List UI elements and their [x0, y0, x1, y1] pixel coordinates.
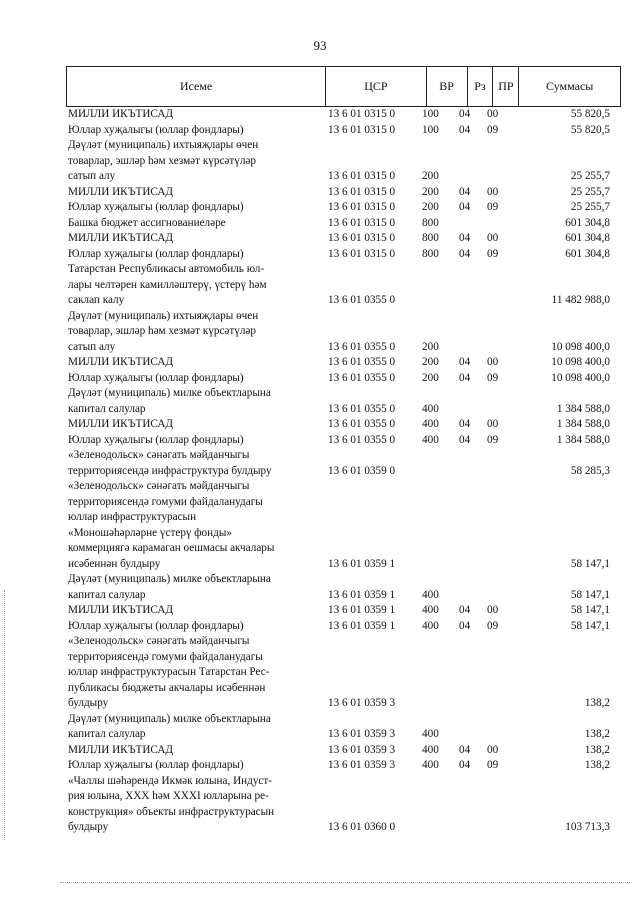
row-name	[68, 774, 318, 836]
row-name-line: «Моношәһәрләрне үстерү фонды»	[68, 526, 232, 539]
row-sum: 1 384 588,0	[556, 402, 610, 415]
row-name	[68, 712, 318, 743]
row-name-line: капитал салулар	[68, 728, 146, 740]
table-row	[0, 433, 640, 449]
row-rz: 04	[459, 418, 471, 430]
row-csr: 13 6 01 0359 1	[328, 557, 396, 570]
row-name	[68, 603, 318, 619]
row-name-line: сатып алу	[68, 340, 116, 353]
row-pr: 09	[487, 433, 499, 446]
row-name	[68, 634, 318, 712]
row-csr: 13 6 01 0359 1	[328, 619, 396, 632]
row-name	[68, 123, 318, 139]
row-pr: 09	[487, 371, 499, 384]
table-row	[0, 309, 640, 356]
row-name	[68, 138, 318, 185]
row-csr: 13 6 01 0355 0	[328, 340, 396, 353]
row-name-line: Татарстан Республикасы автомобиль юл-	[68, 263, 265, 275]
row-rz: 04	[459, 108, 471, 120]
row-sum: 25 255,7	[570, 170, 610, 182]
row-vr: 400	[422, 418, 439, 430]
row-name	[68, 355, 318, 371]
row-csr: 13 6 01 0355 0	[328, 402, 396, 415]
row-name-line: Юллар хуҗалыгы (юллар фондлары)	[68, 759, 244, 771]
row-name-line: Юллар хуҗалыгы (юллар фондлары)	[68, 433, 244, 446]
row-name-line: публикасы бюджеты акчалары исәбеннән	[68, 681, 266, 694]
row-pr: 09	[487, 201, 499, 213]
row-name-line: МИЛЛИ ИКЪТИСАД	[68, 185, 174, 198]
row-name-line: МИЛЛИ ИКЪТИСАД	[68, 108, 174, 120]
row-name	[68, 386, 318, 417]
row-vr: 200	[422, 170, 439, 182]
scan-bottom-mark	[60, 882, 630, 883]
row-pr: 09	[487, 247, 499, 260]
row-rz: 04	[459, 604, 471, 616]
table-row	[0, 371, 640, 387]
row-sum: 138,2	[584, 697, 610, 709]
row-name	[68, 619, 318, 635]
row-name-line: МИЛЛИ ИКЪТИСАД	[68, 604, 174, 616]
row-rz: 04	[459, 371, 471, 384]
row-name-line: Башка бюджет ассигнованиеләре	[68, 216, 226, 229]
row-csr: 13 6 01 0359 0	[328, 464, 396, 477]
row-rz: 04	[459, 232, 471, 244]
row-sum: 58 147,1	[570, 619, 610, 632]
row-rz: 04	[459, 743, 471, 756]
row-pr: 09	[487, 123, 499, 136]
row-name	[68, 479, 318, 572]
row-name	[68, 371, 318, 387]
table-row	[0, 603, 640, 619]
table-row	[0, 712, 640, 743]
table-row	[0, 479, 640, 572]
row-pr: 00	[487, 108, 499, 120]
row-csr: 13 6 01 0355 0	[328, 294, 396, 306]
row-csr: 13 6 01 0315 0	[328, 201, 396, 213]
row-name-line: исәбеннән булдыру	[68, 557, 161, 570]
row-csr: 13 6 01 0315 0	[328, 123, 396, 136]
row-csr: 13 6 01 0315 0	[328, 247, 396, 260]
row-rz: 04	[459, 619, 471, 632]
row-sum: 25 255,7	[570, 185, 610, 198]
row-name-line: коммерциягә карамаган оешмасы акчалары	[68, 542, 275, 554]
row-rz: 04	[459, 759, 471, 771]
table-body	[0, 107, 640, 836]
row-name-line: Дәүләт (муниципаль) милке объектларына	[68, 573, 271, 585]
row-name	[68, 262, 318, 309]
row-csr: 13 6 01 0359 3	[328, 743, 396, 756]
row-vr: 800	[422, 247, 439, 260]
row-name-line: территориясендә гомуми файдаланудагы	[68, 650, 263, 663]
row-vr: 400	[422, 728, 439, 740]
row-sum: 55 820,5	[570, 123, 610, 136]
row-sum: 11 482 988,0	[551, 294, 610, 306]
row-csr: 13 6 01 0315 0	[328, 108, 396, 120]
table-row	[0, 123, 640, 139]
row-name-line: Юллар хуҗалыгы (юллар фондлары)	[68, 201, 244, 213]
row-name	[68, 448, 318, 479]
row-sum: 55 820,5	[570, 108, 610, 120]
row-csr: 13 6 01 0360 0	[328, 821, 396, 833]
row-pr: 00	[487, 356, 499, 368]
row-vr: 200	[422, 185, 439, 198]
row-name-line: Юллар хуҗалыгы (юллар фондлары)	[68, 371, 244, 384]
row-name-line: Дәүләт (муниципаль) милке объектларына	[68, 712, 271, 725]
row-name-line: саклап калу	[68, 294, 125, 306]
row-name-line: «Зеленодольск» сәнәгать мәйданчыгы	[68, 635, 250, 647]
row-name-line: Дәүләт (муниципаль) милке объектларына	[68, 387, 271, 399]
scan-margin-mark	[4, 590, 5, 840]
header-csr: ЦСР	[326, 67, 427, 106]
row-name	[68, 758, 318, 774]
row-sum: 10 098 400,0	[551, 340, 610, 353]
row-name-line: лары челтәрен камилләштерү, үстерү һәм	[68, 278, 267, 291]
table-row	[0, 185, 640, 201]
row-vr: 400	[422, 759, 439, 771]
row-name	[68, 200, 318, 216]
row-name-line: сатып алу	[68, 170, 116, 182]
row-name	[68, 185, 318, 201]
row-csr: 13 6 01 0359 3	[328, 728, 396, 740]
row-vr: 400	[422, 588, 439, 601]
row-rz: 04	[459, 433, 471, 446]
page-number: 93	[313, 38, 327, 53]
row-sum: 601 304,8	[565, 247, 610, 260]
row-csr: 13 6 01 0355 0	[328, 356, 396, 368]
row-name-line: территориясендә гомуми файдаланудагы	[68, 495, 263, 508]
row-rz: 04	[459, 123, 471, 136]
row-sum: 25 255,7	[570, 201, 610, 213]
row-vr: 200	[422, 356, 439, 368]
row-sum: 138,2	[584, 728, 610, 740]
table-header	[66, 66, 621, 107]
row-sum: 58 147,1	[570, 588, 610, 601]
table-row	[0, 386, 640, 417]
row-rz: 04	[459, 356, 471, 368]
row-pr: 00	[487, 743, 499, 756]
row-name-line: конструкция» объекты инфраструктурасын	[68, 805, 275, 818]
row-name	[68, 247, 318, 263]
table-row	[0, 216, 640, 232]
row-name-line: капитал салулар	[68, 402, 146, 415]
row-pr: 00	[487, 418, 499, 430]
table-row	[0, 417, 640, 433]
row-name-line: Дәүләт (муниципаль) ихтыяҗлары өчен	[68, 309, 259, 322]
row-vr: 800	[422, 216, 439, 229]
table-row	[0, 758, 640, 774]
row-name-line: товарлар, эшләр һәм хезмәт күрсәтүләр	[68, 154, 256, 167]
header-pr: ПР	[493, 67, 519, 106]
row-name	[68, 107, 318, 123]
row-name-line: МИЛЛИ ИКЪТИСАД	[68, 418, 174, 430]
table-row	[0, 774, 640, 836]
row-csr: 13 6 01 0359 3	[328, 759, 396, 771]
row-sum: 601 304,8	[565, 232, 610, 244]
table-row	[0, 138, 640, 185]
row-name-line: «Зеленодольск» сәнәгать мәйданчыгы	[68, 480, 250, 492]
row-vr: 800	[422, 232, 439, 244]
row-csr: 13 6 01 0359 3	[328, 697, 396, 709]
row-pr: 09	[487, 759, 499, 771]
row-name	[68, 216, 318, 232]
table-row	[0, 107, 640, 123]
row-name-line: МИЛЛИ ИКЪТИСАД	[68, 232, 174, 244]
row-name-line: юллар инфраструктурасын	[68, 511, 197, 523]
row-name-line: капитал салулар	[68, 588, 146, 601]
row-name-line: МИЛЛИ ИКЪТИСАД	[68, 743, 174, 756]
row-name-line: булдыру	[68, 821, 109, 833]
row-csr: 13 6 01 0315 0	[328, 170, 396, 182]
row-name	[68, 231, 318, 247]
row-vr: 200	[422, 371, 439, 384]
row-vr: 200	[422, 340, 439, 353]
table-row	[0, 634, 640, 712]
row-csr: 13 6 01 0315 0	[328, 185, 396, 198]
row-rz: 04	[459, 201, 471, 213]
row-csr: 13 6 01 0355 0	[328, 418, 396, 430]
row-name-line: рия юлына, XXX һәм XXXI юлларына ре-	[68, 790, 269, 802]
row-vr: 400	[422, 619, 439, 632]
row-vr: 400	[422, 743, 439, 756]
row-name-line: МИЛЛИ ИКЪТИСАД	[68, 356, 174, 368]
header-vr: ВР	[427, 67, 468, 106]
row-csr: 13 6 01 0359 1	[328, 604, 396, 616]
row-name-line: Юллар хуҗалыгы (юллар фондлары)	[68, 619, 244, 632]
header-sum: Суммасы	[546, 79, 594, 93]
row-pr: 00	[487, 232, 499, 244]
table-row	[0, 200, 640, 216]
row-name-line: «Зеленодольск» сәнәгать мәйданчыгы	[68, 449, 250, 461]
header-name: Исеме	[67, 67, 326, 106]
row-sum: 1 384 588,0	[556, 433, 610, 446]
table-row	[0, 355, 640, 371]
row-vr: 100	[422, 123, 439, 136]
row-csr: 13 6 01 0315 0	[328, 232, 396, 244]
row-sum: 138,2	[584, 759, 610, 771]
row-sum: 103 713,3	[565, 821, 610, 833]
row-name-line: территориясендә инфраструктура булдыру	[68, 464, 272, 477]
row-name-line: Юллар хуҗалыгы (юллар фондлары)	[68, 247, 244, 260]
row-csr: 13 6 01 0315 0	[328, 216, 396, 229]
row-vr: 100	[422, 108, 439, 120]
row-pr: 00	[487, 604, 499, 616]
row-sum: 10 098 400,0	[551, 371, 610, 384]
row-name-line: товарлар, эшләр һәм хезмәт күрсәтүләр	[68, 325, 256, 337]
row-vr: 400	[422, 604, 439, 616]
table-row	[0, 231, 640, 247]
row-csr: 13 6 01 0355 0	[328, 371, 396, 384]
row-rz: 04	[459, 185, 471, 198]
table-row	[0, 247, 640, 263]
row-vr: 400	[422, 433, 439, 446]
row-name-line: Юллар хуҗалыгы (юллар фондлары)	[68, 123, 244, 136]
row-name-line: юллар инфраструктурасын Татарстан Рес-	[68, 666, 270, 678]
row-rz: 04	[459, 247, 471, 260]
row-name	[68, 743, 318, 759]
row-name-line: булдыру	[68, 697, 109, 709]
row-sum: 58 147,1	[570, 557, 610, 570]
row-name	[68, 417, 318, 433]
row-sum: 10 098 400,0	[551, 356, 610, 368]
table-row	[0, 572, 640, 603]
row-name-line: «Чаллы шәһәрендә Икмәк юлына, Индуст-	[68, 774, 272, 787]
row-csr: 13 6 01 0355 0	[328, 433, 396, 446]
row-pr: 09	[487, 619, 499, 632]
row-name	[68, 572, 318, 603]
row-sum: 1 384 588,0	[556, 418, 610, 430]
row-pr: 00	[487, 185, 499, 198]
table-row	[0, 448, 640, 479]
row-csr: 13 6 01 0359 1	[328, 588, 396, 601]
header-rz: Рз	[468, 67, 494, 106]
row-sum: 58 285,3	[570, 464, 610, 477]
row-sum: 601 304,8	[565, 216, 610, 229]
row-name-line: Дәүләт (муниципаль) ихтыяҗлары өчен	[68, 139, 259, 151]
row-sum: 58 147,1	[570, 604, 610, 616]
row-name	[68, 433, 318, 449]
row-vr: 400	[422, 402, 439, 415]
table-row	[0, 743, 640, 759]
row-vr: 200	[422, 201, 439, 213]
row-name	[68, 309, 318, 356]
table-row	[0, 262, 640, 309]
row-sum: 138,2	[584, 743, 610, 756]
table-row	[0, 619, 640, 635]
